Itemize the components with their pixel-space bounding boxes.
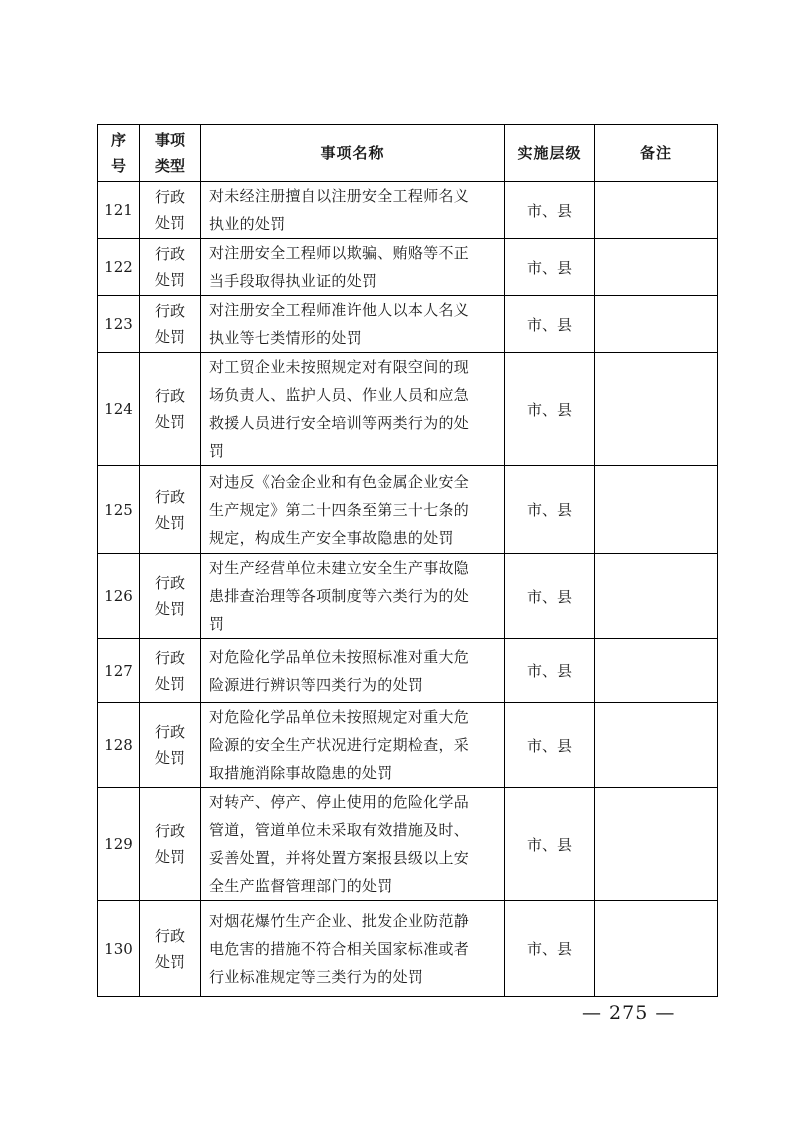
row-number: 123: [98, 296, 140, 353]
table-row: [98, 703, 718, 788]
row-item-name: [201, 703, 505, 788]
row-item-name-line: 执业的处罚: [209, 215, 286, 233]
row-type: [140, 239, 201, 296]
row-item-name: [201, 182, 505, 239]
table-row: [98, 182, 718, 239]
header-num-line: 序: [110, 131, 126, 149]
row-note: [595, 788, 718, 901]
row-type-line: 行政: [154, 245, 185, 263]
row-type-line: 行政: [154, 188, 185, 206]
row-item-name-line: 当手段取得执业证的处罚: [209, 272, 378, 290]
row-number: 127: [98, 639, 140, 703]
row-item-name-line: 险源进行辨识等四类行为的处罚: [209, 675, 424, 694]
row-note: [595, 466, 718, 554]
row-level: 市、县: [505, 353, 595, 466]
table-row: [98, 353, 718, 466]
row-type-line: 处罚: [154, 271, 185, 289]
row-item-name: [201, 901, 505, 997]
row-number: 130: [98, 901, 140, 997]
row-item-name: [201, 788, 505, 901]
row-item-name-line: 对违反《冶金企业和有色金属企业安全: [209, 472, 470, 491]
items-table: [97, 124, 718, 997]
table-row: [98, 639, 718, 703]
row-type-line: 处罚: [154, 214, 185, 232]
table-row: [98, 466, 718, 554]
row-type-line: 处罚: [154, 328, 185, 346]
row-level: 市、县: [505, 182, 595, 239]
row-note: [595, 639, 718, 703]
row-type-line: 处罚: [154, 952, 185, 971]
row-note: [595, 554, 718, 639]
row-note: [595, 703, 718, 788]
row-type: [140, 466, 201, 554]
row-item-name-line: 生产规定》第二十四条至第三十七条的: [209, 500, 470, 519]
row-item-name-line: 全生产监督管理部门的处罚: [209, 877, 393, 895]
table-row: [98, 901, 718, 997]
row-note: [595, 901, 718, 997]
row-type-line: 处罚: [154, 848, 185, 866]
row-item-name-line: 对生产经营单位未建立安全生产事故隐: [209, 559, 470, 577]
row-type-line: 行政: [154, 926, 185, 945]
table-row: [98, 296, 718, 353]
row-item-name-line: 场负责人、监护人员、作业人员和应急: [209, 386, 470, 404]
row-type-line: 行政: [154, 487, 185, 506]
row-level: 市、县: [505, 239, 595, 296]
row-number: 124: [98, 353, 140, 466]
row-item-name-line: 险源的安全生产状况进行定期检查，采: [209, 736, 470, 754]
row-item-name: [201, 554, 505, 639]
row-item-name-line: 对注册安全工程师以欺骗、贿赂等不正: [209, 244, 470, 262]
row-level: 市、县: [505, 703, 595, 788]
row-type-line: 行政: [154, 387, 185, 405]
header-level: 实施层级: [505, 125, 595, 182]
row-item-name-line: 妥善处置，并将处置方案报县级以上安: [209, 849, 470, 867]
row-type-line: 处罚: [154, 749, 185, 767]
header-type: [140, 125, 201, 182]
row-item-name-line: 行业标准规定等三类行为的处罚: [209, 967, 424, 986]
row-item-name-line: 对未经注册擅自以注册安全工程师名义: [209, 187, 470, 205]
row-item-name-line: 对注册安全工程师准许他人以本人名义: [209, 301, 470, 319]
row-item-name-line: 罚: [209, 442, 225, 460]
row-number: 122: [98, 239, 140, 296]
row-number: 126: [98, 554, 140, 639]
row-type: [140, 901, 201, 997]
row-type: [140, 703, 201, 788]
table-row: [98, 239, 718, 296]
row-level: 市、县: [505, 296, 595, 353]
header-name: 事项名称: [201, 125, 505, 182]
row-item-name: [201, 296, 505, 353]
row-item-name: [201, 639, 505, 703]
row-item-name-line: 电危害的措施不符合相关国家标准或者: [209, 939, 470, 958]
row-level: 市、县: [505, 788, 595, 901]
row-type-line: 行政: [154, 574, 185, 592]
page-number: — 275 —: [582, 1002, 676, 1024]
row-type-line: 处罚: [154, 513, 185, 532]
table-row: [98, 788, 718, 901]
row-type: [140, 296, 201, 353]
row-level: 市、县: [505, 901, 595, 997]
row-item-name-line: 罚: [209, 615, 225, 633]
header-type-line: 类型: [154, 157, 185, 175]
row-item-name-line: 患排查治理等各项制度等六类行为的处: [209, 587, 470, 605]
row-number: 129: [98, 788, 140, 901]
row-item-name: [201, 353, 505, 466]
row-type: [140, 554, 201, 639]
row-type-line: 行政: [154, 648, 185, 667]
row-note: [595, 182, 718, 239]
row-item-name-line: 对烟花爆竹生产企业、批发企业防范静: [209, 911, 470, 930]
row-type-line: 处罚: [154, 600, 185, 618]
row-type-line: 处罚: [154, 413, 185, 431]
row-number: 125: [98, 466, 140, 554]
row-note: [595, 353, 718, 466]
header-num: [98, 125, 140, 182]
row-item-name-line: 执业等七类情形的处罚: [209, 329, 363, 347]
row-type-line: 处罚: [154, 674, 185, 693]
row-level: 市、县: [505, 639, 595, 703]
row-number: 121: [98, 182, 140, 239]
row-type: [140, 788, 201, 901]
row-type: [140, 639, 201, 703]
row-item-name-line: 管道，管道单位未采取有效措施及时、: [209, 821, 470, 839]
row-note: [595, 239, 718, 296]
row-type-line: 行政: [154, 723, 185, 741]
row-item-name-line: 对危险化学品单位未按照规定对重大危: [209, 708, 470, 726]
row-note: [595, 296, 718, 353]
row-number: 128: [98, 703, 140, 788]
row-level: 市、县: [505, 466, 595, 554]
header-note: 备注: [595, 125, 718, 182]
row-item-name-line: 规定，构成生产安全事故隐患的处罚: [209, 528, 454, 547]
row-item-name-line: 对工贸企业未按照规定对有限空间的现: [209, 358, 470, 376]
row-item-name: [201, 239, 505, 296]
row-item-name-line: 救援人员进行安全培训等两类行为的处: [209, 414, 470, 432]
row-type-line: 行政: [154, 302, 185, 320]
row-type: [140, 353, 201, 466]
header-type-line: 事项: [154, 131, 185, 149]
row-level: 市、县: [505, 554, 595, 639]
row-type: [140, 182, 201, 239]
row-item-name-line: 取措施消除事故隐患的处罚: [209, 764, 393, 782]
table-header-row: [98, 125, 718, 182]
header-num-line: 号: [110, 157, 126, 175]
row-type-line: 行政: [154, 822, 185, 840]
row-item-name-line: 对危险化学品单位未按照标准对重大危: [209, 647, 470, 666]
table-body: [98, 182, 718, 997]
row-item-name: [201, 466, 505, 554]
row-item-name-line: 对转产、停产、停止使用的危险化学品: [209, 793, 470, 811]
table-row: [98, 554, 718, 639]
